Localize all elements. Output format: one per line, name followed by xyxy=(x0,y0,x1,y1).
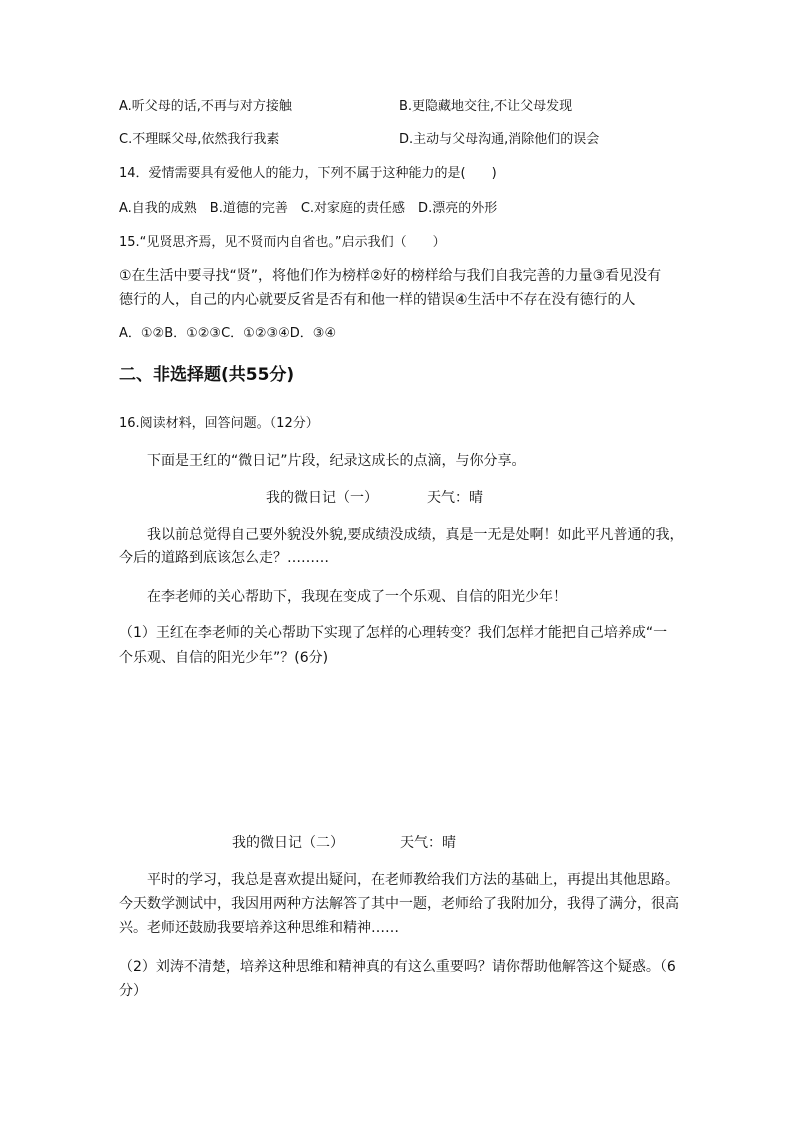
section-heading: 二、非选择题(共55分) xyxy=(119,365,295,385)
diary2-para-line2: 今天数学测试中，我因用两种方法解答了其中一题，老师给了我附加分，我得了满分，很高 xyxy=(119,896,679,912)
diary1-para2: 在李老师的关心帮助下，我现在变成了一个乐观、自信的阳光少年！ xyxy=(147,589,567,605)
diary2-para-line1: 平时的学习，我总是喜欢提出疑问，在老师教给我们方法的基础上，再提出其他思路。 xyxy=(147,872,679,888)
diary1-title: 我的微日记（一） xyxy=(266,490,378,506)
q16-intro: 下面是王红的“微日记”片段，纪录这成长的点滴，与你分享。 xyxy=(147,453,526,469)
q13-option-d: D.主动与父母沟通,消除他们的误会 xyxy=(399,132,600,147)
diary1-para1-line1: 我以前总觉得自己要外貌没外貌,要成绩没成绩，真是一无是处啊！如此平凡普通的我， xyxy=(147,527,684,543)
q16-stem: 16.阅读材料，回答问题。（12分） xyxy=(119,416,319,431)
diary2-title: 我的微日记（二） xyxy=(232,835,344,851)
q14-stem: 14．爱情需要具有爱他人的能力，下列不属于这种能力的是( ) xyxy=(119,166,497,181)
q14-options: A.自我的成熟 B.道德的完善 C.对家庭的责任感 D.漂亮的外形 xyxy=(119,201,498,216)
diary2-weather: 天气：晴 xyxy=(400,835,456,851)
q13-option-a: A.听父母的话,不再与对方接触 xyxy=(119,99,292,114)
q16-sub1-line1: （1）王红在李老师的关心帮助下实现了怎样的心理转变？我们怎样才能把自己培养成“一 xyxy=(119,625,668,641)
q15-statements-line2: 德行的人，自己的内心就要反省是否有和他一样的错误④生活中不存在没有德行的人 xyxy=(119,292,636,308)
diary2-para-line3: 兴。老师还鼓励我要培养这种思维和精神…… xyxy=(119,920,399,936)
diary1-para1-line2: 今后的道路到底该怎么走？……… xyxy=(119,550,329,566)
q16-sub1-line2: 个乐观、自信的阳光少年”？(6分) xyxy=(119,650,329,666)
diary1-weather: 天气：晴 xyxy=(427,490,483,506)
q13-option-c: C.不理睬父母,依然我行我素 xyxy=(119,132,280,147)
q16-sub2-line1: （2）刘涛不清楚，培养这种思维和精神真的有这么重要吗？请你帮助他解答这个疑惑。（6 xyxy=(119,959,676,975)
q15-options: A．①②B．①②③C．①②③④D．③④ xyxy=(119,326,337,341)
q15-statements-line1: ①在生活中要寻找“贤”，将他们作为榜样②好的榜样给与我们自我完善的力量③看见没有 xyxy=(119,268,662,284)
q15-stem: 15.“见贤思齐焉，见不贤而内自省也。”启示我们（ ） xyxy=(119,235,446,250)
q16-sub2-line2: 分） xyxy=(119,983,147,999)
q13-option-b: B.更隐藏地交往,不让父母发现 xyxy=(399,99,573,114)
